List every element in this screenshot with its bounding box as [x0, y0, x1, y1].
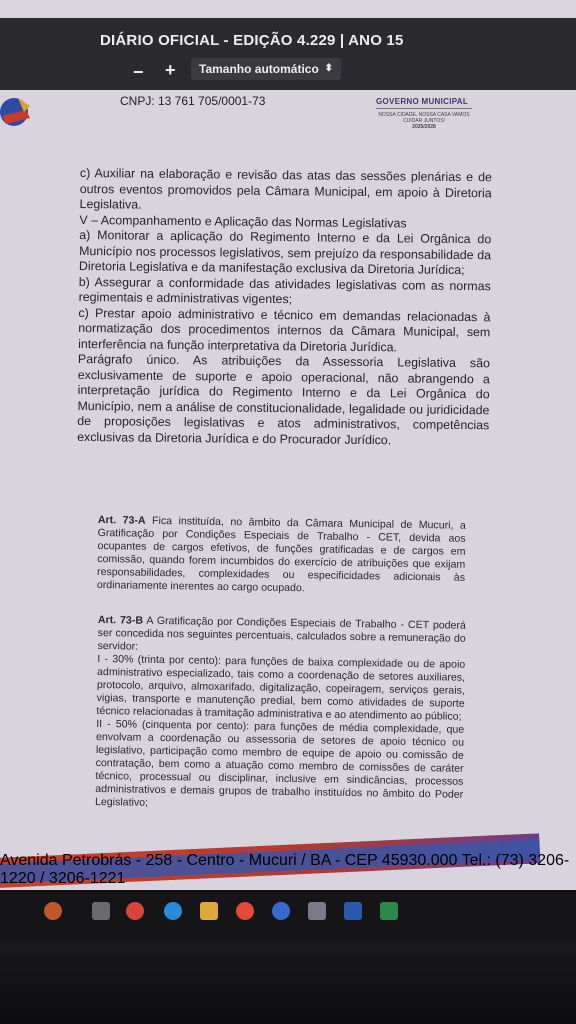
browser-top-strip [0, 0, 576, 18]
article-item: II - 50% (cinquenta por cento): para funções de média complexidade, que envolvam a coordenação ou assessoria de setores de apoio técnico ou legislativo, participação como membro de equipe de apoio ou comissão de contratação, bem como a atuação como membro de comissões de caráter técnico, processual ou disciplinar, inclusive em sindicâncias, processos administrativos e demais grupos de trabalho instituídos no âmbito do Poder Legislativo; [94, 717, 465, 809]
zoom-select-value: Tamanho automático [199, 62, 319, 76]
article-label: Art. 73-B [97, 614, 144, 627]
footer-address: Avenida Petrobrás - 258 - Centro - Mucuri / BA - CEP 45930.000 Tel.: (73) 3206-1220 / 3206-1221 [0, 852, 570, 887]
zoom-in-button[interactable]: + [165, 60, 176, 80]
monitor-bezel [0, 940, 576, 1024]
gov-years: 2025/2028 [412, 124, 436, 130]
paragraph: Parágrafo único. As atribuições da Assessoria Legislativa são exclusivamente de suporte e apoio operacional, não abrangendo a interpretação jurídica do Regimento Interno e da Lei Orgânica do Município, nem a análise de constitucionalidade, legalidade ou juridicidade de proposições legislativas e atos administrativos, competências exclusivas da Diretoria Jurídica e do Procurador Jurídico. [77, 351, 491, 447]
body-text [77, 166, 492, 449]
gov-divider [376, 108, 472, 109]
updown-chevron-icon: ⬍ [324, 63, 333, 74]
word-icon[interactable] [344, 902, 362, 920]
article-text: Fica instituída, no âmbito da Câmara Municipal de Mucuri, a Gratificação por Condições Especiais de Trabalho - CET, devida aos ocupantes de cargos efetivos, de funções gratificadas e de cargos em comissão, quando forem incumbidos do exercício de atribuições que exijam responsabilidades, complexidades ou especificidades adicionais às ordinariamente inerentes ao cargo ocupado. [96, 514, 466, 595]
app-icon[interactable] [272, 902, 290, 920]
article-label: Art. 73-A [97, 514, 146, 527]
zoom-out-button[interactable]: − [133, 62, 144, 82]
gov-slogan-block [378, 112, 470, 130]
gov-slogan: NOSSA CIDADE, NOSSA CASA VAMOS CUIDAR JUNTOS! [378, 112, 470, 124]
document-title: DIÁRIO OFICIAL - EDIÇÃO 4.229 | ANO 15 [100, 32, 404, 49]
app-icon[interactable] [308, 902, 326, 920]
section-heading: V – Acompanhamento e Aplicação das Normas Legislativas [79, 212, 407, 230]
municipal-logo [0, 92, 38, 130]
paragraph: c) Auxiliar na elaboração e revisão das atas das sessões plenárias e de outros eventos promovidos pela Câmara Municipal, em apoio à Diretoria Legislativa. [79, 166, 492, 212]
paragraph: c) Prestar apoio administrativo e técnico em demandas relacionadas à normatização dos procedimentos internos da Câmara Municipal, sem interferência na função interpretativa da Diretoria Jurídica. [78, 305, 491, 354]
gov-title: GOVERNO MUNICIPAL [376, 97, 469, 106]
chrome-icon[interactable] [236, 902, 254, 920]
browser-icon[interactable] [126, 902, 144, 920]
edge-icon[interactable] [164, 902, 182, 920]
article-item: I - 30% (trinta por cento): para funções de baixa complexidade ou de apoio administrativo especializado, tais como a coordenação de setores auxiliares, protocolo, arquivo, almoxarifado, digitalização, copeiragem, serviços gerais, vigias, transporte e manutenção predial, bem como atividades de suporte técnico relacionadas à tramitação administrativa e ao atendimento ao público; [96, 652, 466, 723]
paragraph: b) Assegurar a conformidade das atividades legislativas com as normas regimentais e administrativas vigentes; [78, 274, 491, 307]
excel-icon[interactable] [380, 902, 398, 920]
cnpj-text: CNPJ: 13 761 705/0001-73 [120, 94, 266, 108]
pdf-toolbar [0, 18, 576, 90]
taskview-icon[interactable] [92, 902, 110, 920]
app-icon[interactable] [44, 902, 62, 920]
article-text: A Gratificação por Condições Especiais de Trabalho - CET poderá ser concedida nos seguintes percentuais, calculados sobre a remuneração do servidor: [97, 614, 466, 653]
paragraph: a) Monitorar a aplicação do Regimento Interno e da Lei Orgânica do Município nos processos legislativos, sem prejuízo da responsabilidade da Diretoria Legislativa e da manifestação exclusiva da Diretoria Jurídica; [78, 227, 492, 278]
folder-icon[interactable] [200, 902, 218, 920]
zoom-select[interactable] [191, 58, 341, 80]
article-73a [97, 514, 466, 598]
article-73b [95, 614, 466, 815]
